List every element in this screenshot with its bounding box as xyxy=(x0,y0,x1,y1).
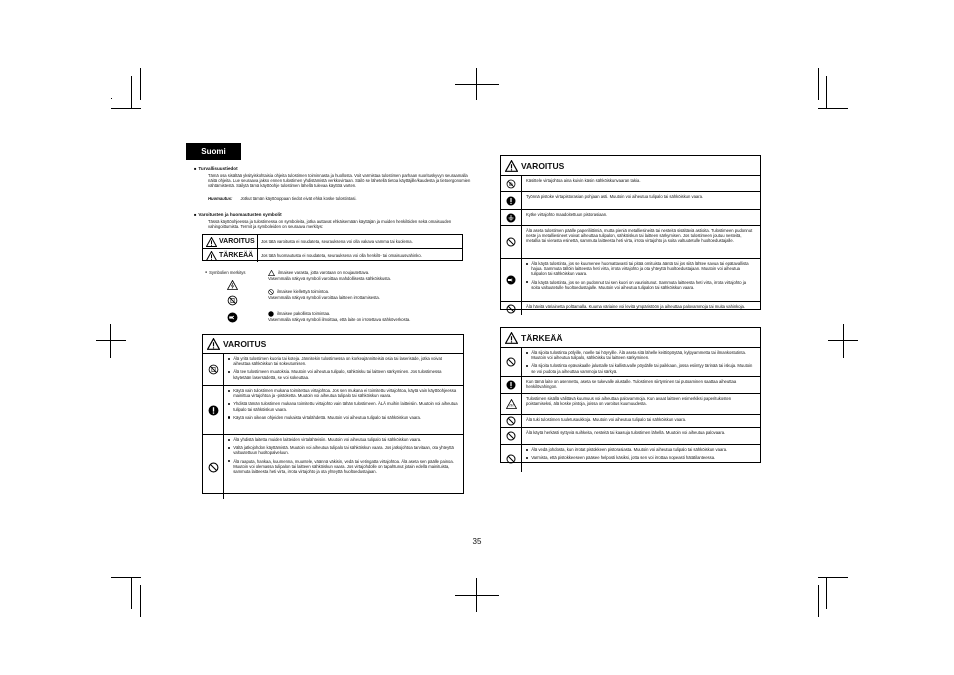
box-title: TÄRKEÄÄ xyxy=(521,332,563,343)
box-title: VAROITUS xyxy=(521,160,565,171)
caution-text: Varmista, että pistokkeeseen pääsee helposti käsiksi, jotta sen voi irrottaa nopeasti hätätilanteessa. xyxy=(531,455,716,461)
warning-triangle-icon xyxy=(207,338,220,350)
warning-text: Työnnä pistoke virtapistorasian pohjaan asti. Muutoin voi aiheutua tulipalo tai sähköiskun vaara. xyxy=(526,194,704,199)
section-title: Turvallisuustiedot xyxy=(198,166,238,171)
no-disassembly-icon xyxy=(227,295,238,306)
caution-text: Älä sijoita tulostinta pölyille, noelle tai höyryille. Älä aseta sitä lähelle keittiöpöytää, kylpyammetta tai ilmankostutinta. Muutoin voi aiheutua tulipalo, sähköisku tai laitteen särkyminen. xyxy=(531,350,747,361)
language-tab: Suomi xyxy=(186,143,241,160)
warning-text: Kytke virtajohto maadoitettuun pistorasiaan. xyxy=(526,212,608,217)
note-label: Huomautus: xyxy=(208,196,233,202)
caution-text: Älä vedä johdosta, kun irrotat pistokkeen pistorasiasta. Muutoin voi aiheutua tulipalo tai sähköiskun vaara. xyxy=(531,447,728,452)
warning-triangle-icon xyxy=(505,332,518,344)
caution-row xyxy=(501,444,760,472)
electric-shock-triangle-icon xyxy=(227,280,238,290)
warning-text: Älä raaputa, hankaa, kuumenna, muuntele, väännä väkisin, vedä tai vetingatta virtajohtoa. Älä aseta sen päälle painoa. Muutoin voi olemassa tulipalon tai laitteen sähköiskun vaara. Jos virtajohdolle on tapahtunut jotain edellä mainituista, sammuta laitteesta heti virta, irrota virtajohto ja ota yhteyttä huoltoedustajaan. xyxy=(233,458,454,475)
caution-row xyxy=(501,427,760,444)
prohibited-icon xyxy=(506,431,516,441)
caution-text: Tulostimen sisällä välittävä kuumuus voi aiheuttaa palovammoja. Kun avaat laitteen esimerkiksi paperitukosten poistamiseksi, älä koske pintoja, joissa on varoitus kuumuudesta. xyxy=(526,396,732,407)
warning-row xyxy=(501,225,760,258)
caution-text: Älä sijoita tulostinta epävakaalle jalustalle tai kallistuvalle pöydälle tai paikkaan, jossa esiintyy tärinää tai iskuja. Muutoin se voi pudota ja aiheuttaa vammoja tai särkyä. xyxy=(531,363,753,374)
mandatory-action-icon xyxy=(268,311,274,317)
warning-row xyxy=(501,301,760,315)
caution-row xyxy=(501,348,760,376)
symbol-line2: Vasemmalla näkyvä symboli varoittaa laitteen irrottamisesta. xyxy=(268,295,380,301)
warning-text: Älä aseta tulostimen päälle paperiliittimiä, mutta pieniä metalliesineitä tai nesteitä sisältäviä astioita. Tulostimeen pudonnut neste ja metalliesineet voivat aiheuttaa tulipalon, sähköiskun tai laitteen särkymisen. Jos tulostimeen joutuu nesteitä, metallia tai vierasta esinettä, sammuta laitteesta heti virta, irrota virtajohto ja soita valtuutetulle huoltoedustajalle. xyxy=(526,228,753,244)
warning-text: Käsittele virtajohtoa aina kuivin käsin sähköiskunvaaran takia. xyxy=(526,178,641,183)
signal-text: Jos tätä huomautusta ei noudateta, seurauksena voi olla henkilö- tai omaisuusvahinko. xyxy=(261,253,422,258)
prohibited-icon xyxy=(506,416,516,426)
signal-row-caution xyxy=(203,249,462,262)
left-warning-box xyxy=(202,334,464,494)
symbol-line2: Vasemmalla näkyvä symboli varoittaa mahdollisesta sähköiskusta. xyxy=(268,276,392,282)
section-body: Tämä osa sisältää yksityiskohtaisia ohjeita tulostimen toiminnasta ja huollosta. Voit varmistaa tulostimen parhaan suorituskyvyn seuraamalla näitä ohjeita. Lue seuraava jakso ennen tulostimen yhdistämistä verkkovirtaan. Säilö se lähetellä tietoa käyttäjille/kaudesta ja tietoergonomien vähtämistestä. Säilytä tämä käyttöohje tulostimen lähellä tulevaa käyttöä varten. xyxy=(208,172,471,188)
prohibited-icon xyxy=(506,304,516,314)
signal-row-warning xyxy=(203,235,462,249)
symbol-line1: ilmaisee varasta, jotta varotaan on noujautettava. xyxy=(278,270,370,276)
safety-info-section: ■ Turvallisuustiedot Tämä osa sisältää yksityiskohtaisia ohjeita tulostimen toiminnasta ja huollosta. Voit varmistaa tulostimen parhaan suorituskyvyn seuraamalla näitä ohjeita. Lue seuraava jakso ennen tulostimen yhdistämistä verkkovirtaan. Säilö se lähetellä tietoa käyttäjille/kaudesta ja tietoergonomien vähtämistestä. Säilytä tämä käyttöohje tulostimen lähellä tulevaa käyttöä varten. Huomautus: Jotkut tämän käyttöoppaan tiedot eivät ehkä koske tulostintasi. xyxy=(194,166,476,201)
caution-row xyxy=(501,393,760,414)
right-caution-box xyxy=(500,327,761,463)
caution-row xyxy=(501,376,760,393)
mandatory-icon xyxy=(506,196,516,206)
warning-text: Vältä jatkojohdon käyttämistä. Muutoin voi aiheutua tulipalo tai sähköiskun vaara. Jos jatkojohtoa tarvitaan, ota yhteyttä valtuutettuun huoltopalveluun. xyxy=(233,445,454,456)
page-number: 35 xyxy=(472,537,482,546)
prohibited-icon xyxy=(506,357,516,367)
warning-row xyxy=(203,385,463,434)
warning-text: Älä hävitä väriainetta polttamalla. Kuuma väriaine voi levitä ympäristöön ja aiheuttaa palovammoja tai muita vahinkoja. xyxy=(526,304,746,309)
warning-triangle-icon xyxy=(206,237,217,247)
warning-row xyxy=(203,434,463,499)
symbol-line1: ilmaisee pakollista toimintaa. xyxy=(277,310,331,316)
right-warning-box xyxy=(500,155,761,310)
warning-text: Älä yritä tulostimen kuoria tai koteja. Jännitekin tulostimessa on korkeajännitteisiä osia tai laserisäde, jotka voivat aiheuttaa sähköiskun tai sokeutumisen. xyxy=(233,356,442,367)
no-disassembly-icon xyxy=(208,364,219,375)
symbols-label: Symbolien merkitys xyxy=(209,270,246,275)
no-wet-hands-icon xyxy=(506,179,516,189)
mandatory-icon xyxy=(208,405,219,416)
caution-row xyxy=(501,414,760,427)
prohibited-icon xyxy=(208,462,219,473)
symbol-meanings: ● Symbolien merkitys ilmaisee varasta, jotta varotaan on noujautettava. Vasemmalla näkyvä symboli varoittaa mahdollisesta sähköiskusta. ilmaisee kiellettyä toimintoa. Vasemmalla näkyvä symboli varoittaa laitteen irrottamisesta. ilmaisee pakollista toimintaa. Vasemmalla näkyvä symboli ilmoittaa, että laite on irrotettava sähköverkosta. xyxy=(205,270,411,322)
signal-label: VAROITUS xyxy=(219,238,255,245)
ground-icon xyxy=(506,213,516,223)
note-text: Jotkut tämän käyttöoppaan tiedot eivät ehkä koske tulostintasi. xyxy=(240,196,357,202)
warning-text: Yhdistä tämän tulostimen mukana toimitettu virtajohto vain tähän tulostimeen. ÄLÄ muihin laitteisiin. Muutoin voi aiheutua tulipalo tai sähköiskun vaara. xyxy=(233,401,458,412)
symbol-line2: Vasemmalla näkyvä symboli ilmoittaa, että laite on irrotettava sähköverkosta. xyxy=(268,316,411,322)
section-title: Varoitusten ja huomautusten symbolit xyxy=(198,212,282,217)
signal-label: TÄRKEÄÄ xyxy=(219,252,254,259)
warning-row xyxy=(501,258,760,301)
signal-text: Jos tätä varoitusta ei noudateta, seurauksena voi olla vakava vamma tai kuolema. xyxy=(261,239,413,244)
warning-text: Käytä vain oikean ohjeiden mukaista virtalähdettä. Muutoin voi aiheutua tulipalo tai sähköiskun vaara. xyxy=(233,414,422,420)
symbol-line1: ilmaisee kiellettyä toimintoa. xyxy=(277,289,330,295)
warning-text: Älä käytä tulostinta, jos se kuumenee huomattavasti tai pitää omituista ääntä tai jos siitä lähtee savua tai epätavallista hajua. Sammuta tällöin laitteesta heti virta, irrota virtajohto ja ota yhteyttä huoltoedustajaan. Muutoin voi aiheutua tulipalon tai sähköiskun vaara. xyxy=(531,261,749,277)
warning-text: Älä käytä tulostinta, jos se on pudonnut tai sen kuori on vaurioitunut. Sammuta laitteesta heti virta, irrota virtajohto ja soita valtuutetulle huoltoedustajalle. Muutoin voi aiheutua tulipalon tai sähköiskun vaara. xyxy=(531,279,747,290)
warning-text: Käytä vain tulostimen mukana toimitettua virtajohtoa. Jos sen mukana ei toimitettu virtajohtoa, käytä vain käyttöohjeessa mainittua virtajohtoa ja -pistoketta. Muutoin voi aiheutua tulipalo tai sähköiskun vaara. xyxy=(233,388,457,399)
caution-text: Kun tämä laite on asennettu, aseta se tukevalle alustalle. Tulostimen siirtyminen tai putoaminen saattaa aiheuttaa henkilövahingon. xyxy=(526,379,737,390)
caution-text: Älä tuki tulostimen tuuletusaukkoja. Muutoin voi aiheutua tulipalo tai sähköiskun vaara. xyxy=(526,417,687,422)
warning-row xyxy=(501,209,760,225)
warning-text: Älä tee tulostimeen muutoksia. Muutoin voi aiheutua tulipalo, sähköisku tai laitteen särkyminen. Jos tulostimessa käytetään lasersädettä, se voi sokeuttaa. xyxy=(233,369,442,380)
box-title: VAROITUS xyxy=(223,339,267,349)
mandatory-icon xyxy=(506,380,516,390)
warning-row xyxy=(203,354,463,385)
caution-text: Älä käytä herkästi syttyviä suihkeita, nesteitä tai kaasuja tulostimen lähellä. Muutoin voi aiheutua palovaara. xyxy=(526,430,726,435)
symbols-section: ■ Varoitusten ja huomautusten symbolit Tässä käyttöohjeessa ja tulostimessa on symboleita, jotka auttavat ehkäisemään käyttäjän ja muiden henkilöiden sekä omaisuuden vahingoittumista. Termit ja symboleiden on seuraava merkitys: xyxy=(194,212,476,229)
signal-word-table xyxy=(202,234,463,261)
unplug-icon xyxy=(227,312,238,323)
unplug-icon xyxy=(506,275,516,285)
prohibited-icon xyxy=(506,454,516,464)
hot-surface-icon xyxy=(506,399,517,409)
warning-triangle-icon xyxy=(206,251,217,261)
warning-row xyxy=(501,176,760,191)
section-body: Tässä käyttöohjeessa ja tulostimessa on symboleita, jotka auttavat ehkäisemään käyttäjän ja muiden henkilöiden sekä omaisuuden vahingoittumista. Termit ja symboleiden on seuraava merkitys: xyxy=(208,218,452,229)
warning-text: Älä yhdistä laitetta muiden laitteiden virtalähteisiin. Muutoin voi aiheutua tulipalo tai sähköiskun vaara. xyxy=(233,437,422,442)
warning-triangle-icon xyxy=(505,160,518,172)
prohibited-icon xyxy=(506,237,516,247)
warning-row xyxy=(501,191,760,209)
